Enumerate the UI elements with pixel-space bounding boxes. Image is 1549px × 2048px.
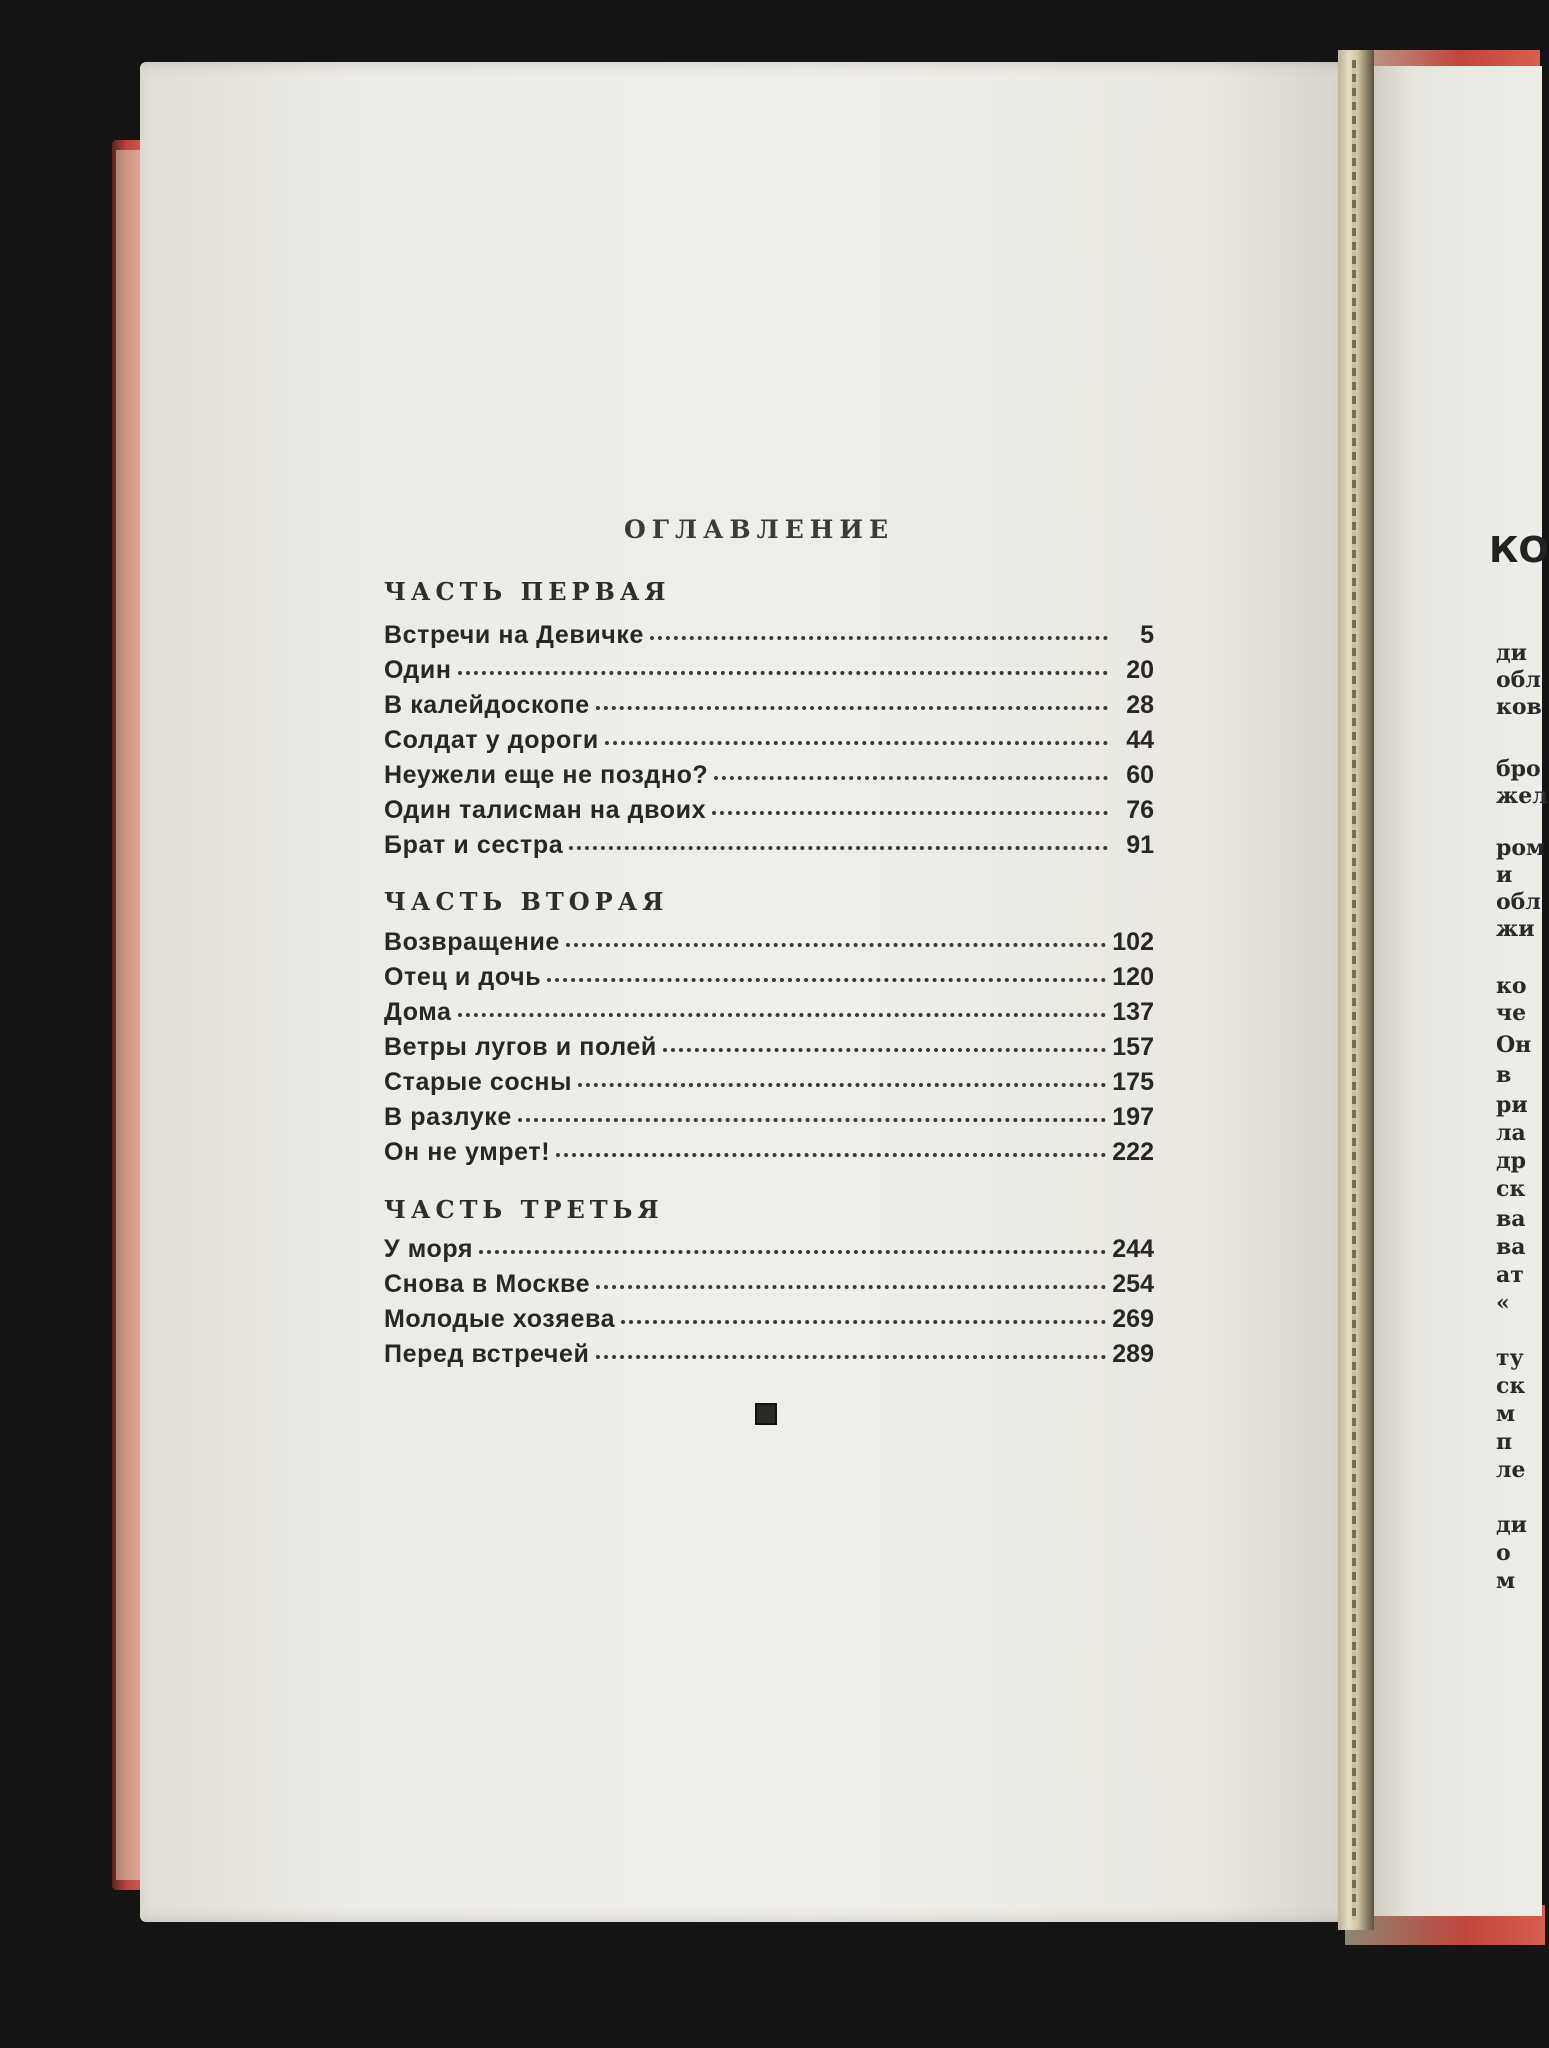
dot-leader xyxy=(596,1355,1107,1359)
part-title: ЧАСТЬ ТРЕТЬЯ xyxy=(384,1195,664,1224)
right-page-line-fragment: ди xyxy=(1496,1512,1527,1538)
entry-title: В разлуке xyxy=(384,1103,512,1131)
right-page-line-fragment: ков xyxy=(1496,694,1542,720)
right-page-heading-fragment: КО xyxy=(1489,530,1549,571)
right-page-line-fragment: ту xyxy=(1496,1345,1524,1371)
dot-leader xyxy=(712,811,1108,815)
right-page-line-fragment: ле xyxy=(1496,1457,1526,1483)
entry-title: Отец и дочь xyxy=(384,963,542,991)
right-page-line-fragment: ат xyxy=(1496,1262,1524,1288)
entry-page: 289 xyxy=(1112,1340,1154,1368)
toc-entry xyxy=(384,796,1154,830)
dot-leader xyxy=(714,776,1108,780)
entry-page: 137 xyxy=(1112,998,1154,1026)
toc-title: ОГЛАВЛЕНИЕ xyxy=(624,515,895,544)
entry-title: Дома xyxy=(384,998,452,1026)
right-page-line-fragment: ди xyxy=(1496,640,1527,666)
dot-leader xyxy=(578,1083,1106,1087)
right-page-line-fragment: бро xyxy=(1496,756,1541,782)
dot-leader xyxy=(650,636,1108,640)
toc-entry xyxy=(384,1305,1154,1339)
toc-entry xyxy=(384,998,1154,1032)
toc-entry xyxy=(384,1033,1154,1067)
dot-leader xyxy=(458,671,1108,675)
dot-leader xyxy=(556,1153,1106,1157)
entry-page: 244 xyxy=(1112,1235,1154,1263)
entry-page: 157 xyxy=(1112,1033,1154,1061)
right-page-line-fragment: м xyxy=(1496,1401,1516,1427)
dot-leader xyxy=(518,1118,1106,1122)
dot-leader xyxy=(596,1285,1106,1289)
dot-leader xyxy=(621,1320,1106,1324)
right-page-line-fragment: « xyxy=(1496,1290,1510,1316)
right-page-line-fragment: о xyxy=(1496,1540,1511,1566)
entry-title: Один талисман на двоих xyxy=(384,796,707,824)
entry-page: 60 xyxy=(1126,761,1154,789)
entry-title: Молодые хозяева xyxy=(384,1305,616,1333)
entry-title: В калейдоскопе xyxy=(384,691,590,719)
toc-entry xyxy=(384,1235,1154,1269)
dot-leader xyxy=(596,706,1108,710)
entry-page: 175 xyxy=(1112,1068,1154,1096)
entry-title: Ветры лугов и полей xyxy=(384,1033,657,1061)
toc-entry xyxy=(384,831,1154,865)
right-page-line-fragment: ла xyxy=(1496,1120,1526,1146)
entry-page: 102 xyxy=(1112,928,1154,956)
entry-page: 254 xyxy=(1112,1270,1154,1298)
dot-leader xyxy=(458,1013,1107,1017)
right-page-line-fragment: др xyxy=(1496,1148,1527,1174)
entry-title: Снова в Москве xyxy=(384,1270,591,1298)
toc-entry xyxy=(384,963,1154,997)
entry-title: Он не умрет! xyxy=(384,1138,551,1166)
entry-page: 76 xyxy=(1126,796,1154,824)
right-page-line-fragment: п xyxy=(1496,1429,1513,1455)
right-page-line-fragment: ром xyxy=(1496,835,1546,861)
entry-page: 120 xyxy=(1112,963,1154,991)
dot-leader xyxy=(663,1048,1106,1052)
entry-page: 5 xyxy=(1140,621,1154,649)
entry-title: Встречи на Девичке xyxy=(384,621,645,649)
toc-entry xyxy=(384,1340,1154,1374)
end-ornament-square xyxy=(755,1403,777,1425)
entry-title: У моря xyxy=(384,1235,474,1263)
right-page-line-fragment: Он xyxy=(1496,1032,1532,1058)
entry-page: 91 xyxy=(1126,831,1154,859)
entry-page: 44 xyxy=(1126,726,1154,754)
entry-page: 222 xyxy=(1112,1138,1154,1166)
toc-entry xyxy=(384,761,1154,795)
entry-title: Брат и сестра xyxy=(384,831,564,859)
entry-title: Один xyxy=(384,656,452,684)
entry-title: Возвращение xyxy=(384,928,560,956)
dot-leader xyxy=(566,943,1106,947)
right-page-line-fragment: в xyxy=(1496,1062,1512,1088)
entry-title: Старые сосны xyxy=(384,1068,573,1096)
right-page-line-fragment: жел xyxy=(1496,783,1548,809)
dot-leader xyxy=(605,741,1108,745)
entry-page: 20 xyxy=(1126,656,1154,684)
entry-page: 269 xyxy=(1112,1305,1154,1333)
right-page-line-fragment: ск xyxy=(1496,1373,1526,1399)
dot-leader xyxy=(569,846,1108,850)
right-page-line-fragment: ва xyxy=(1496,1206,1526,1232)
part-title: ЧАСТЬ ПЕРВАЯ xyxy=(384,577,671,606)
right-page-line-fragment: ск xyxy=(1496,1176,1526,1202)
book-spine-gutter xyxy=(1338,50,1374,1930)
toc-entry xyxy=(384,691,1154,725)
right-page-line-fragment: ко xyxy=(1496,973,1527,999)
toc-entry xyxy=(384,928,1154,962)
right-page-line-fragment: обл xyxy=(1496,667,1541,693)
toc-entry xyxy=(384,656,1154,690)
right-page-line-fragment: ри xyxy=(1496,1092,1528,1118)
right-page-line-fragment: че xyxy=(1496,1000,1527,1026)
toc-entry xyxy=(384,1138,1154,1172)
right-page-line-fragment: жи xyxy=(1496,916,1535,942)
entry-title: Неужели еще не поздно? xyxy=(384,761,709,789)
toc-entry xyxy=(384,1270,1154,1304)
part-title: ЧАСТЬ ВТОРАЯ xyxy=(384,887,669,916)
entry-title: Перед встречей xyxy=(384,1340,590,1368)
right-page-line-fragment: м xyxy=(1496,1568,1516,1594)
cover-cloth-highlight xyxy=(116,150,142,1880)
right-page-line-fragment: обл xyxy=(1496,889,1541,915)
toc-entry xyxy=(384,621,1154,655)
entry-page: 197 xyxy=(1112,1103,1154,1131)
toc-entry xyxy=(384,726,1154,760)
right-page-line-fragment: ва xyxy=(1496,1234,1526,1260)
entry-title: Солдат у дороги xyxy=(384,726,599,754)
dot-leader xyxy=(479,1250,1106,1254)
toc-entry xyxy=(384,1103,1154,1137)
entry-page: 28 xyxy=(1126,691,1154,719)
dot-leader xyxy=(547,978,1106,982)
binding-thread xyxy=(1352,60,1356,1920)
right-page-line-fragment: и xyxy=(1496,862,1513,888)
toc-entry xyxy=(384,1068,1154,1102)
